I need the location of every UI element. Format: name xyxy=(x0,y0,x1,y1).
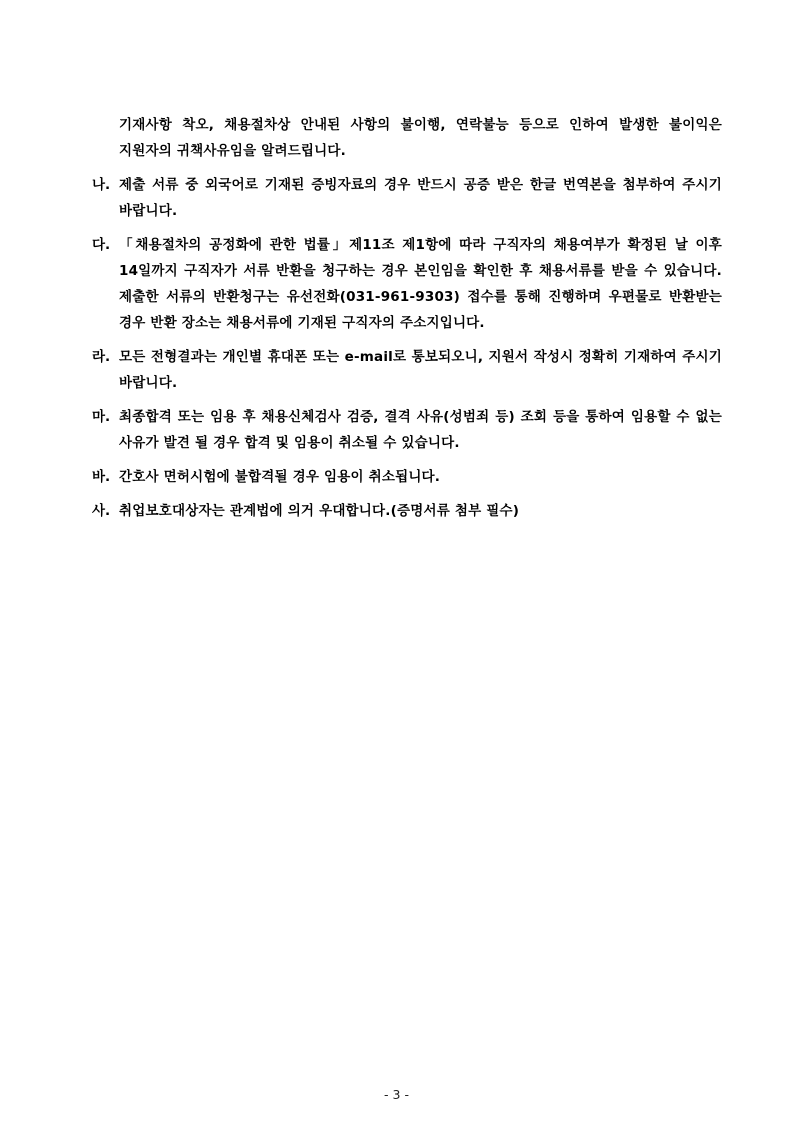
list-item-na xyxy=(92,172,722,224)
item-text: 취업보호대상자는 관계법에 의거 우대합니다.(증명서류 첨부 필수) xyxy=(119,503,520,519)
list-item-ra xyxy=(92,344,722,396)
item-text: 제출 서류 중 외국어로 기재된 증빙자료의 경우 반드시 공증 받은 한글 번역본을 첨부하여 주시기 바랍니다. xyxy=(119,177,722,219)
page-number: - 3 - xyxy=(384,1087,409,1102)
item-marker: 라. xyxy=(92,349,111,365)
item-marker: 바. xyxy=(92,469,111,485)
item-marker: 다. xyxy=(92,237,111,253)
continuation-text: 기재사항 착오, 채용절차상 안내된 사항의 불이행, 연락불능 등으로 인하여 발생한 불이익은 지원자의 귀책사유임을 알려드립니다. xyxy=(119,117,722,159)
item-text: 「채용절차의 공정화에 관한 법률」제11조 제1항에 따라 구직자의 채용여부가 확정된 날 이후 14일까지 구직자가 서류 반환을 청구하는 경우 본인임을 확인한 후 채용서류를 받을 수 있습니다. 제출한 서류의 반환청구는 유선전화(031-961-9303) 접수를 통해 진행하며 우편물로 반환받는 경우 반환 장소는 채용서류에 기재된 구직자의 주소지입니다. xyxy=(119,237,722,331)
list-item-ma xyxy=(92,404,722,456)
list-item-continuation xyxy=(92,112,722,164)
notice-list xyxy=(92,112,722,532)
item-marker: 마. xyxy=(92,409,111,425)
item-text: 간호사 면허시험에 불합격될 경우 임용이 취소됩니다. xyxy=(119,469,441,485)
list-item-ba xyxy=(92,464,722,490)
item-text: 모든 전형결과는 개인별 휴대폰 또는 e-mail로 통보되오니, 지원서 작성시 정확히 기재하여 주시기 바랍니다. xyxy=(119,349,722,391)
list-item-sa xyxy=(92,498,722,524)
item-marker: 사. xyxy=(92,503,111,519)
list-item-da xyxy=(92,232,722,336)
item-marker: 나. xyxy=(92,177,111,193)
item-text: 최종합격 또는 임용 후 채용신체검사 검증, 결격 사유(성범죄 등) 조회 등을 통하여 임용할 수 없는 사유가 발견 될 경우 합격 및 임용이 취소될 수 있습니다. xyxy=(119,409,722,451)
